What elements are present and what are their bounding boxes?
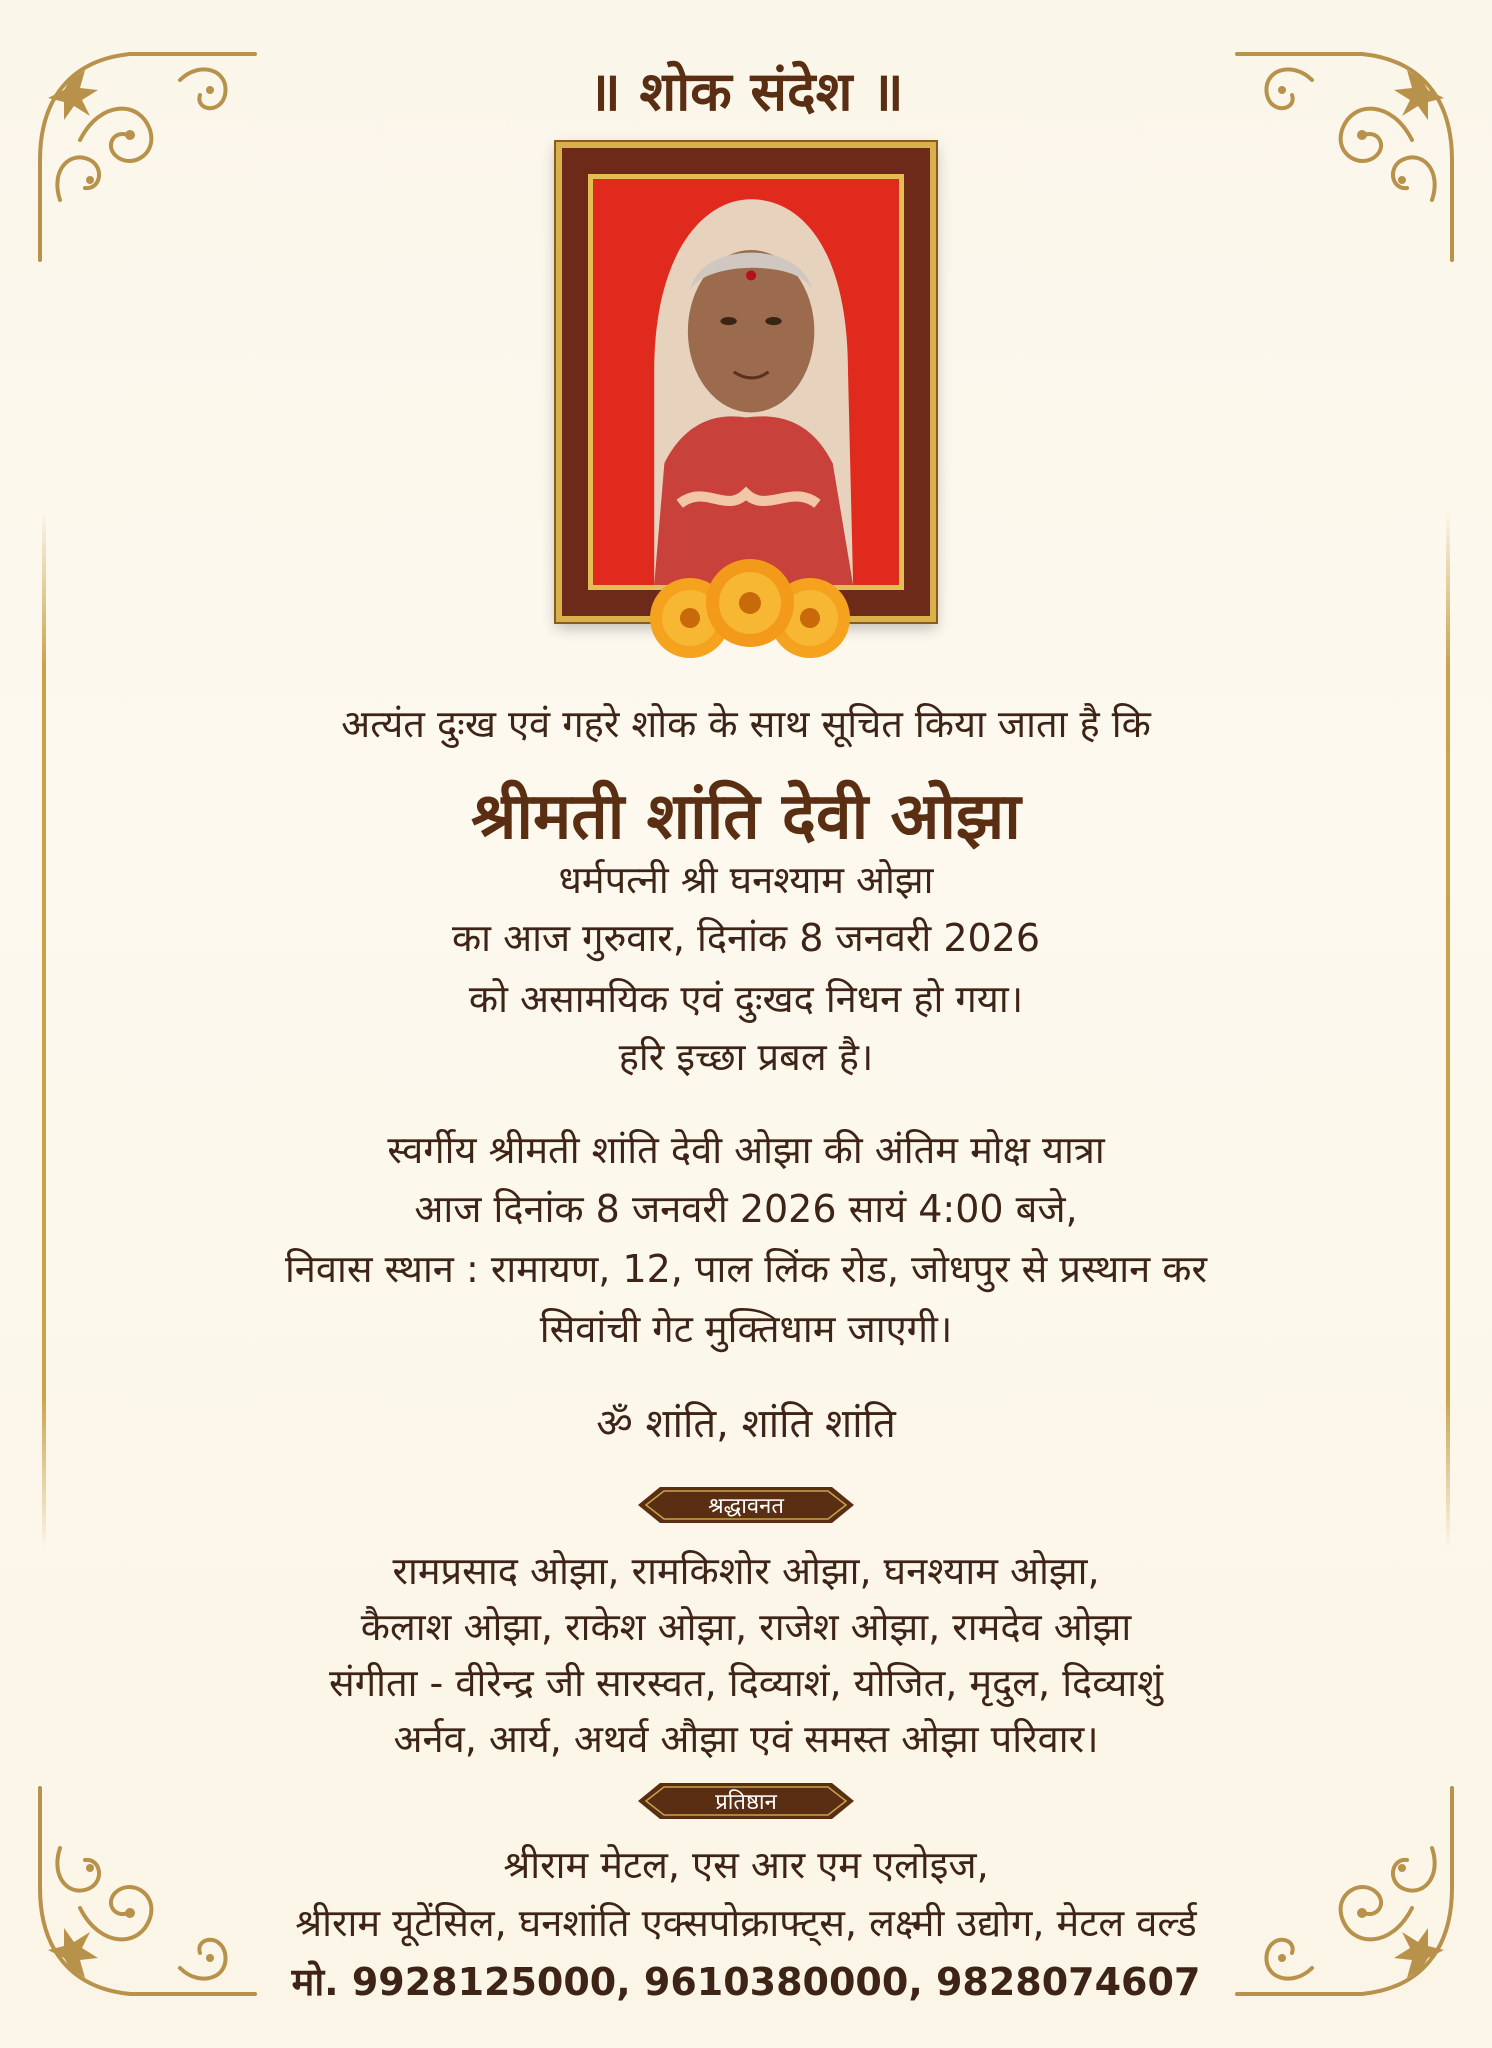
detail-line: का आज गुरुवार, दिनांक 8 जनवरी 2026 [451,916,1041,960]
portrait-photo [588,174,904,590]
business-label: प्रतिष्ठान [715,1790,777,1815]
mourners-line: रामप्रसाद ओझा, रामकिशोर ओझा, घनश्याम ओझा, [392,1549,1100,1593]
marigold-flowers-icon [640,548,860,668]
intro-text: अत्यंत दुःख एवं गहरे शोक के साथ सूचित किया जाता है कि [341,702,1151,746]
detail-line: धर्मपत्नी श्री घनश्याम ओझा [558,858,934,902]
procession-line: निवास स्थान : रामायण, 12, पाल लिंक रोड, जोधपुर से प्रस्थान कर [284,1247,1208,1291]
mourners-label: श्रद्धावनत [708,1494,784,1519]
business-line: श्रीराम यूटेंसिल, घनशांति एक्सपोक्राफ्ट्स, लक्ष्मी उद्योग, मेटल वर्ल्ड [295,1901,1197,1945]
detail-line: हरि इच्छा प्रबल है। [618,1035,874,1079]
portrait-figure-icon [593,179,899,585]
business-line: श्रीराम मेटल, एस आर एम एलोइज, [503,1843,989,1887]
mourners-line: अर्नव, आर्य, अथर्व औझा एवं समस्त ओझा परिवार। [393,1717,1099,1761]
deceased-name: श्रीमती शांति देवी ओझा [471,780,1021,854]
mourners-line: संगीता - वीरेन्द्र जी सारस्वत, दिव्याशं, योजित, मृदुल, दिव्याशुं [329,1661,1163,1705]
phone-numbers: मो. 9928125000, 9610380000, 9828074607 [291,1960,1201,2004]
procession-line: आज दिनांक 8 जनवरी 2026 सायं 4:00 बजे, [414,1187,1078,1231]
page-title: ॥ शोक संदेश ॥ [588,60,904,123]
mourners-line: कैलाश ओझा, राकेश ओझा, राजेश ओझा, रामदेव ओझा [360,1605,1132,1649]
detail-line: को असामयिक एवं दुःखद निधन हो गया। [468,977,1024,1021]
procession-line: सिवांची गेट मुक्तिधाम जाएगी। [539,1307,953,1351]
procession-line: स्वर्गीय श्रीमती शांति देवी ओझा की अंतिम मोक्ष यात्रा [387,1128,1105,1172]
om-shanti-text: ॐ शांति, शांति शांति [596,1401,896,1447]
